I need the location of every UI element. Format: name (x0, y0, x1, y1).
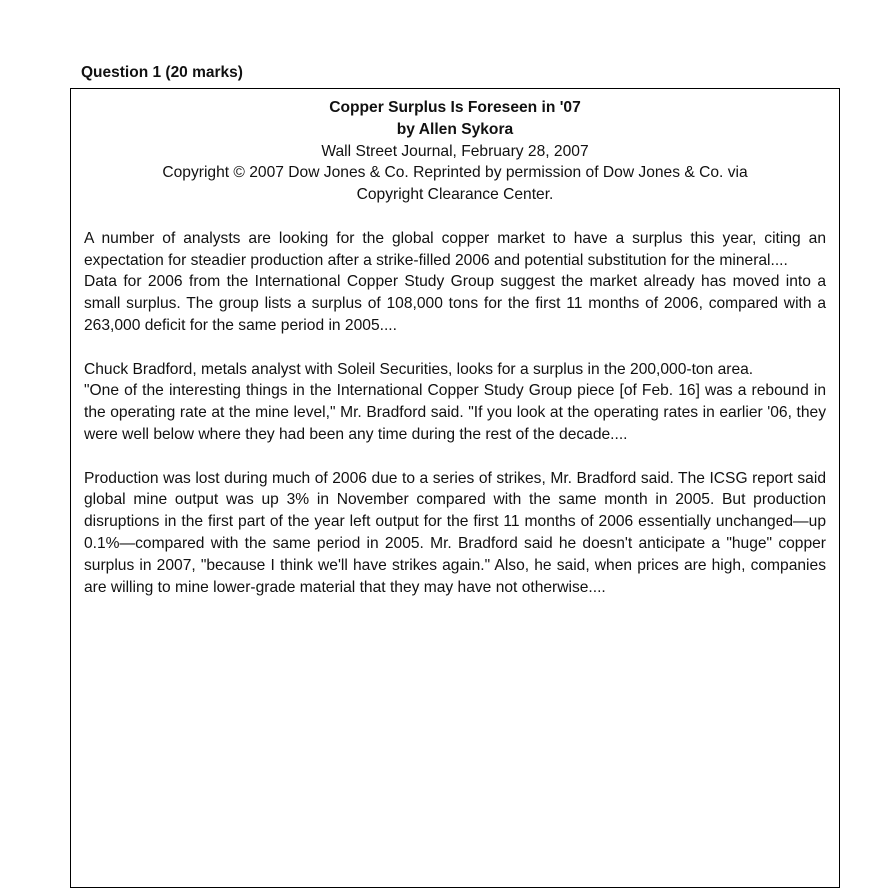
article-byline: by Allen Sykora (396, 120, 514, 138)
article-paragraph: Production was lost during much of 2006 due to a series of strikes, Mr. Bradford said. The ICSG report said global mine output was up 3% in November compared with the same month in 2005. But production disruptions in the first part of the year left output for the first 11 months of 2006 essentially unchanged—up 0.1%—compared with the same period in 2005. Mr. Bradford said he doesn't anticipate a "huge" copper surplus in 2007, "because I think we'll have strikes again." Also, he said, when prices are high, companies are willing to mine lower-grade material that they may have not otherwise.... (84, 469, 826, 596)
copyright-line-2: Copyright Clearance Center. (356, 186, 554, 204)
article-paragraph: Chuck Bradford, metals analyst with Soleil Securities, looks for a surplus in the 200,000-ton area. (84, 360, 754, 378)
copyright-line-1: Copyright © 2007 Dow Jones & Co. Reprinted by permission of Dow Jones & Co. via (162, 164, 748, 182)
article-title: Copper Surplus Is Foreseen in '07 (329, 99, 581, 116)
article-box (70, 88, 840, 888)
article-paragraph: "One of the interesting things in the International Copper Study Group piece [of Feb. 16] was a rebound in the operating rate at the mine level," Mr. Bradford said. "If you look at the operating rates in earlier '06, they were well below where they had been any time during the rest of the decade.... (84, 382, 826, 443)
article-paragraph: A number of analysts are looking for the global copper market to have a surplus this year, citing an expectation for steadier production after a strike-filled 2006 and potential substitution for the mineral.... (84, 229, 826, 269)
article-paragraph: Data for 2006 from the International Copper Study Group suggest the market already has moved into a small surplus. The group lists a surplus of 108,000 tons for the first 11 months of 2006, compared with a 263,000 deficit for the same period in 2005.... (84, 273, 826, 334)
question-heading: Question 1 (20 marks) (81, 64, 243, 81)
article-source: Wall Street Journal, February 28, 2007 (321, 142, 589, 160)
